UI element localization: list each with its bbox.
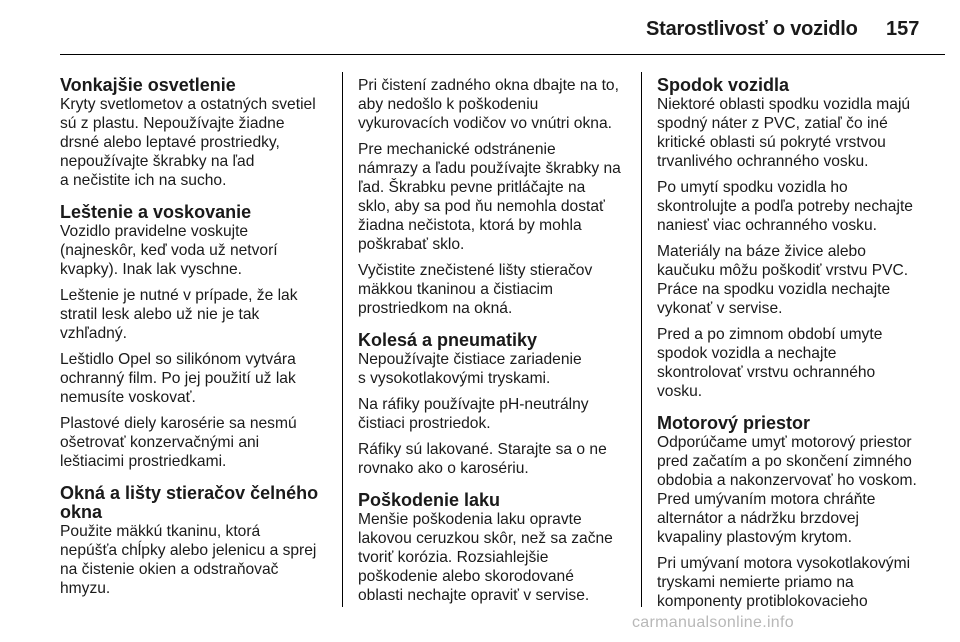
body-paragraph: Ráfiky sú lakované. Starajte sa o ne rovnako ako o karosériu.: [358, 441, 607, 477]
watermark-text: carmanualsonline.info: [632, 614, 794, 631]
section: [60, 76, 330, 190]
section: [358, 491, 628, 605]
body-paragraph: Leštenie je nutné v prípade, že lak stratil lesk alebo už nie je tak vzhľadný.: [60, 287, 298, 342]
body-paragraph: Vyčistite znečistené lišty stieračov mäkkou tkaninou a čistiacim prostriedkom na okná.: [358, 262, 593, 317]
section: [657, 414, 947, 611]
body-paragraph: Plastové diely karosérie sa nesmú ošetrovať konzervačnými ani leštiacimi prostriedkami.: [60, 415, 297, 470]
body-paragraph: Menšie poškodenia laku opravte lakovou ceruzkou skôr, než sa začne tvoriť korózia. Rozsiahlejšie poškodenie alebo skorodované oblasti nechajte opraviť v servise.: [358, 511, 613, 604]
section-heading: Leštenie a voskovanie: [60, 202, 252, 222]
body-paragraph: Odporúčame umyť motorový priestor pred začatím a po skončení zimného obdobia a nakonzervovať ho voskom. Pred umývaním motora chráňte alternátor a nádržku brzdovej kvapaliny plastovým krytom.: [657, 434, 917, 546]
text-column-3: [657, 76, 947, 611]
body-paragraph: Pred a po zimnom období umyte spodok vozidla a nechajte skontrolovať vrstvu ochranného vosku.: [657, 326, 883, 400]
body-paragraph: Materiály na báze živice alebo kaučuku môžu poškodiť vrstvu PVC. Práce na spodku vozidla nechajte vykonať v servise.: [657, 243, 909, 317]
section: [358, 76, 628, 318]
body-paragraph: Pri čistení zadného okna dbajte na to, aby nedošlo k poškodeniu vykurovacích vodičov vo vnútri okna.: [358, 77, 619, 132]
body-paragraph: Na ráfiky používajte pH-neutrálny čistiaci prostriedok.: [358, 396, 589, 432]
page-number: 157: [886, 18, 920, 40]
section-heading: Motorový priestor: [657, 413, 811, 433]
section: [60, 203, 330, 471]
section-heading: Okná a lišty stieračov čelného okna: [60, 483, 319, 522]
text-column-1: [60, 76, 330, 598]
text-column-2: [358, 76, 628, 605]
section: [657, 76, 947, 401]
column-divider-2: [641, 72, 642, 607]
body-paragraph: Nepoužívajte čistiace zariadenie s vysokotlakovými tryskami.: [358, 351, 582, 387]
column-divider-1: [342, 72, 343, 607]
body-paragraph: Kryty svetlometov a ostatných svetiel sú z plastu. Nepoužívajte žiadne drsné alebo leptavé prostriedky, nepoužívajte škrabky na ľad a nečistite ich na sucho.: [60, 96, 316, 189]
body-paragraph: Použite mäkkú tkaninu, ktorá nepúšťa chĺpky alebo jelenicu a sprej na čistenie okien a odstraňovač hmyzu.: [60, 523, 317, 597]
section: [358, 331, 628, 478]
section-heading: Poškodenie laku: [358, 490, 501, 510]
section: [60, 484, 330, 598]
page-header-title: Starostlivosť o vozidlo: [646, 18, 858, 40]
body-paragraph: Po umytí spodku vozidla ho skontrolujte a podľa potreby nechajte naniesť viac ochranného vosku.: [657, 179, 913, 234]
body-paragraph: Pri umývaní motora vysokotlakovými tryskami nemierte priamo na komponenty protiblokovacieho: [657, 555, 911, 610]
body-paragraph: Niektoré oblasti spodku vozidla majú spodný náter z PVC, zatiaľ čo iné kritické oblasti sú pokryté vrstvou trvanlivého ochranného vosku.: [657, 96, 911, 170]
header-divider: [60, 54, 945, 55]
section-heading: Vonkajšie osvetlenie: [60, 75, 236, 95]
body-paragraph: Pre mechanické odstránenie námrazy a ľadu používajte škrabky na ľad. Škrabku pevne pritláčajte na sklo, aby sa pod ňu nemohla dostať žiadna nečistota, ktorá by mohla poškrabať sklo.: [358, 141, 621, 253]
body-paragraph: Vozidlo pravidelne voskujte (najneskôr, keď voda už netvorí kvapky). Inak lak vyschne.: [60, 223, 278, 278]
section-heading: Spodok vozidla: [657, 75, 790, 95]
section-heading: Kolesá a pneumatiky: [358, 330, 538, 350]
body-paragraph: Leštidlo Opel so silikónom vytvára ochranný film. Po jej použití už lak nemusíte voskovať.: [60, 351, 296, 406]
